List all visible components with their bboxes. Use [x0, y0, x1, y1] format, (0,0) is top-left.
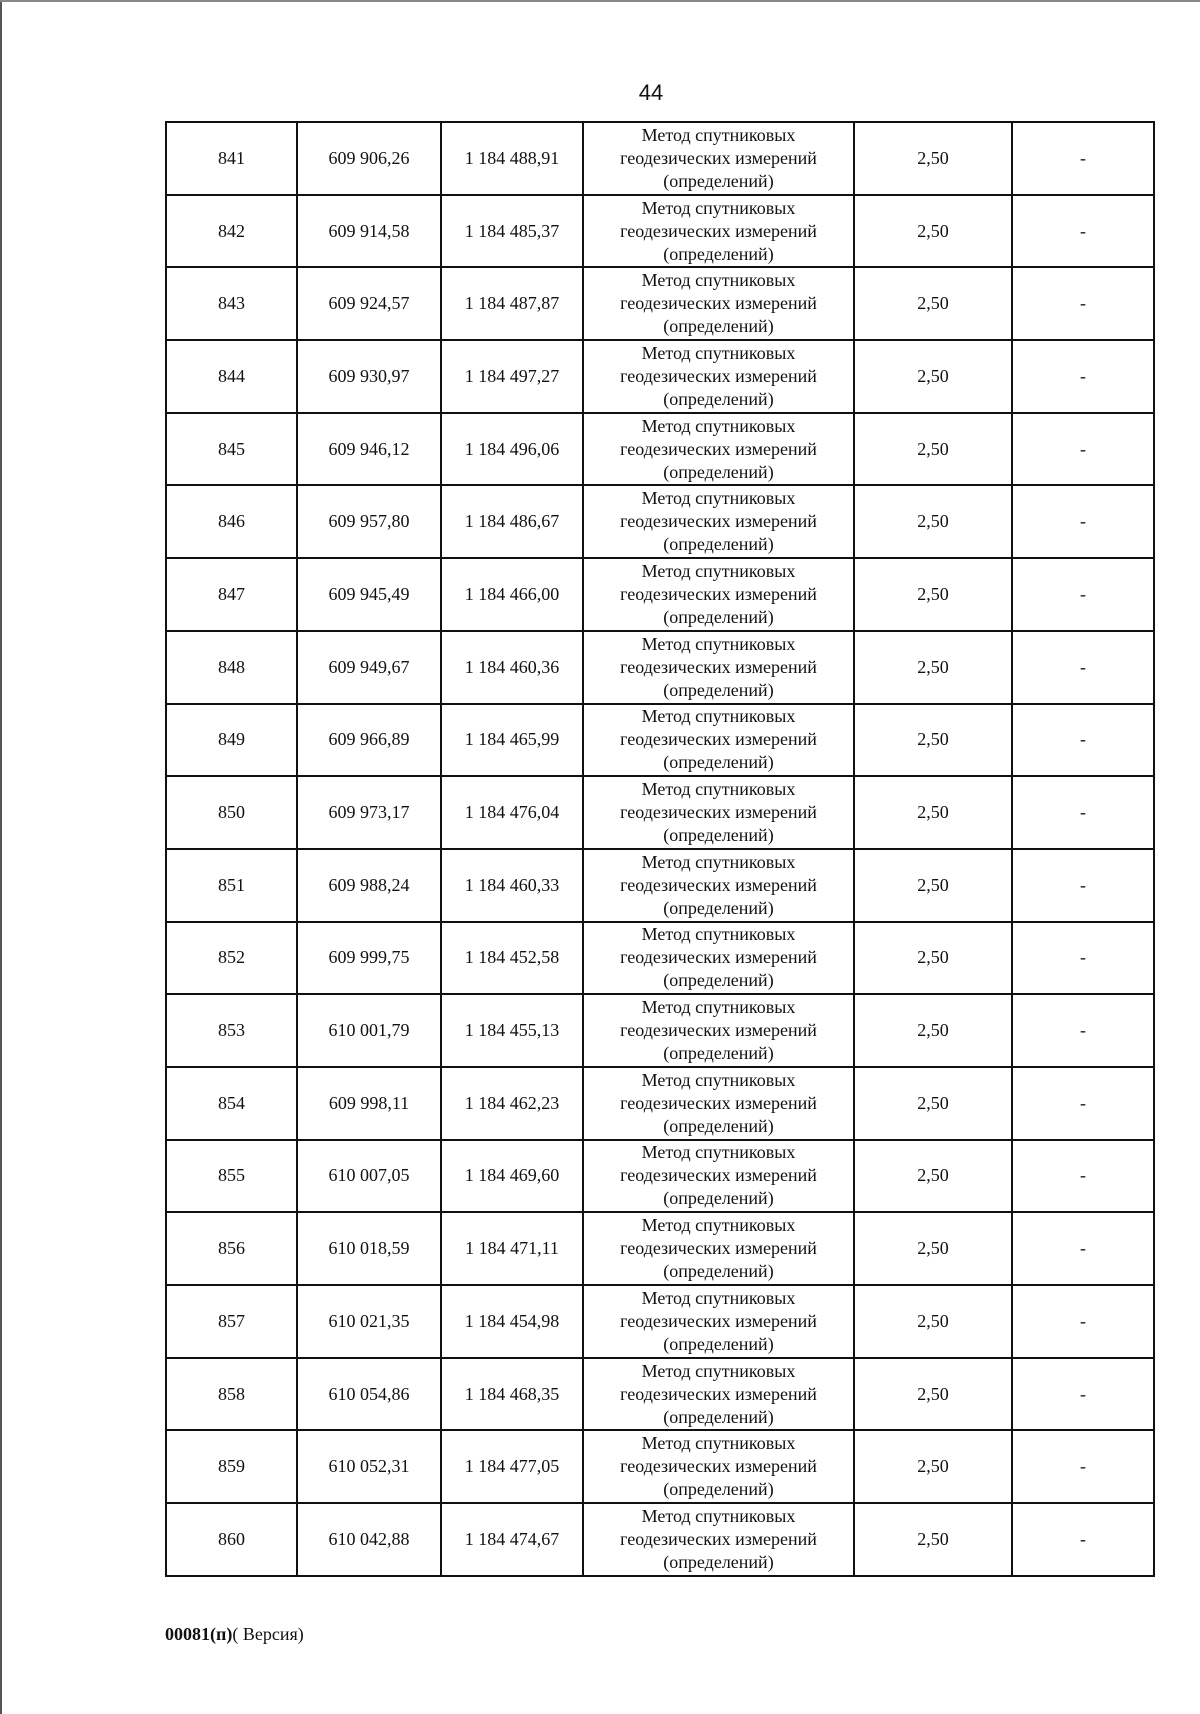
x-coordinate-cell: 609 949,67: [297, 631, 441, 704]
table-row: [166, 413, 1154, 486]
method-line: (определений): [663, 1188, 774, 1209]
y-coordinate-cell: 1 184 487,87: [441, 267, 583, 340]
accuracy-cell: 2,50: [854, 1503, 1012, 1576]
table-row: [166, 1358, 1154, 1431]
x-coordinate-cell: 610 018,59: [297, 1212, 441, 1285]
y-coordinate-cell: 1 184 486,67: [441, 485, 583, 558]
point-number-cell: 846: [166, 485, 297, 558]
method-line: (определений): [663, 1406, 774, 1427]
method-cell: [583, 413, 854, 486]
x-coordinate-cell: 609 999,75: [297, 922, 441, 995]
method-line: геодезических измерений: [620, 1456, 817, 1477]
y-coordinate-cell: 1 184 460,33: [441, 849, 583, 922]
footer-version: ( Версия): [232, 1624, 304, 1644]
table-row: [166, 1503, 1154, 1576]
accuracy-cell: 2,50: [854, 122, 1012, 195]
point-number-cell: 856: [166, 1212, 297, 1285]
y-coordinate-cell: 1 184 477,05: [441, 1430, 583, 1503]
method-line: Метод спутниковых: [641, 1069, 796, 1090]
method-line: Метод спутниковых: [641, 1360, 796, 1381]
method-line: (определений): [663, 1115, 774, 1136]
point-number-cell: 850: [166, 776, 297, 849]
method-line: Метод спутниковых: [641, 197, 796, 218]
method-line: Метод спутниковых: [641, 779, 796, 800]
method-cell: [583, 195, 854, 268]
method-line: геодезических измерений: [620, 293, 817, 314]
table-row: [166, 485, 1154, 558]
scan-left-edge: [0, 0, 2, 1714]
table-row: [166, 1285, 1154, 1358]
point-number-cell: 851: [166, 849, 297, 922]
page-number: 44: [638, 80, 664, 105]
y-coordinate-cell: 1 184 476,04: [441, 776, 583, 849]
method-cell: [583, 340, 854, 413]
description-cell: -: [1012, 195, 1154, 268]
method-cell: [583, 631, 854, 704]
table-row: [166, 631, 1154, 704]
y-coordinate-cell: 1 184 488,91: [441, 122, 583, 195]
method-line: геодезических измерений: [620, 438, 817, 459]
method-line: Метод спутниковых: [641, 851, 796, 872]
x-coordinate-cell: 610 001,79: [297, 994, 441, 1067]
y-coordinate-cell: 1 184 471,11: [441, 1212, 583, 1285]
description-cell: -: [1012, 1067, 1154, 1140]
coordinates-table-body: [166, 122, 1154, 1576]
y-coordinate-cell: 1 184 496,06: [441, 413, 583, 486]
method-line: Метод спутниковых: [641, 488, 796, 509]
description-cell: -: [1012, 1212, 1154, 1285]
accuracy-cell: 2,50: [854, 994, 1012, 1067]
accuracy-cell: 2,50: [854, 631, 1012, 704]
table-row: [166, 1140, 1154, 1213]
method-cell: [583, 1430, 854, 1503]
description-cell: -: [1012, 1140, 1154, 1213]
method-line: (определений): [663, 534, 774, 555]
point-number-cell: 845: [166, 413, 297, 486]
method-line: геодезических измерений: [620, 802, 817, 823]
method-line: геодезических измерений: [620, 947, 817, 968]
method-line: Метод спутниковых: [641, 1287, 796, 1308]
y-coordinate-cell: 1 184 497,27: [441, 340, 583, 413]
point-number-cell: 859: [166, 1430, 297, 1503]
method-cell: [583, 122, 854, 195]
method-line: Метод спутниковых: [641, 270, 796, 291]
description-cell: -: [1012, 922, 1154, 995]
method-line: Метод спутниковых: [641, 924, 796, 945]
method-line: геодезических измерений: [620, 656, 817, 677]
method-line: (определений): [663, 825, 774, 846]
method-cell: [583, 267, 854, 340]
method-cell: [583, 704, 854, 777]
method-line: геодезических измерений: [620, 583, 817, 604]
x-coordinate-cell: 610 007,05: [297, 1140, 441, 1213]
x-coordinate-cell: 609 966,89: [297, 704, 441, 777]
method-line: (определений): [663, 752, 774, 773]
scan-top-edge: [0, 0, 1200, 2]
method-line: Метод спутниковых: [641, 997, 796, 1018]
point-number-cell: 842: [166, 195, 297, 268]
point-number-cell: 860: [166, 1503, 297, 1576]
method-cell: [583, 1503, 854, 1576]
point-number-cell: 847: [166, 558, 297, 631]
method-line: Метод спутниковых: [641, 342, 796, 363]
point-number-cell: 848: [166, 631, 297, 704]
method-line: (определений): [663, 1043, 774, 1064]
description-cell: -: [1012, 558, 1154, 631]
method-line: (определений): [663, 461, 774, 482]
method-cell: [583, 1067, 854, 1140]
accuracy-cell: 2,50: [854, 1430, 1012, 1503]
description-cell: -: [1012, 122, 1154, 195]
method-line: геодезических измерений: [620, 729, 817, 750]
method-line: геодезических измерений: [620, 1165, 817, 1186]
point-number-cell: 852: [166, 922, 297, 995]
method-line: Метод спутниковых: [641, 1142, 796, 1163]
method-line: Метод спутниковых: [641, 1433, 796, 1454]
method-line: Метод спутниковых: [641, 1505, 796, 1526]
table-row: [166, 558, 1154, 631]
y-coordinate-cell: 1 184 468,35: [441, 1358, 583, 1431]
point-number-cell: 844: [166, 340, 297, 413]
point-number-cell: 853: [166, 994, 297, 1067]
method-line: геодезических измерений: [620, 1238, 817, 1259]
method-cell: [583, 1212, 854, 1285]
x-coordinate-cell: 610 042,88: [297, 1503, 441, 1576]
method-line: (определений): [663, 1261, 774, 1282]
table-row: [166, 1067, 1154, 1140]
description-cell: -: [1012, 994, 1154, 1067]
method-line: геодезических измерений: [620, 874, 817, 895]
description-cell: -: [1012, 413, 1154, 486]
method-line: (определений): [663, 388, 774, 409]
method-line: (определений): [663, 679, 774, 700]
footer-code: 00081(п): [165, 1624, 233, 1644]
point-number-cell: 857: [166, 1285, 297, 1358]
method-line: (определений): [663, 606, 774, 627]
x-coordinate-cell: 610 052,31: [297, 1430, 441, 1503]
table-row: [166, 922, 1154, 995]
y-coordinate-cell: 1 184 455,13: [441, 994, 583, 1067]
x-coordinate-cell: 609 906,26: [297, 122, 441, 195]
description-cell: -: [1012, 485, 1154, 558]
method-line: геодезических измерений: [620, 147, 817, 168]
x-coordinate-cell: 609 924,57: [297, 267, 441, 340]
x-coordinate-cell: 610 054,86: [297, 1358, 441, 1431]
table-row: [166, 267, 1154, 340]
method-line: Метод спутниковых: [641, 415, 796, 436]
description-cell: -: [1012, 776, 1154, 849]
description-cell: -: [1012, 1285, 1154, 1358]
method-cell: [583, 922, 854, 995]
accuracy-cell: 2,50: [854, 1140, 1012, 1213]
x-coordinate-cell: 609 973,17: [297, 776, 441, 849]
method-line: (определений): [663, 170, 774, 191]
y-coordinate-cell: 1 184 466,00: [441, 558, 583, 631]
method-line: Метод спутниковых: [641, 633, 796, 654]
description-cell: -: [1012, 849, 1154, 922]
method-line: Метод спутниковых: [641, 706, 796, 727]
table-row: [166, 340, 1154, 413]
method-cell: [583, 1358, 854, 1431]
method-cell: [583, 1140, 854, 1213]
method-line: геодезических измерений: [620, 1383, 817, 1404]
accuracy-cell: 2,50: [854, 704, 1012, 777]
method-line: Метод спутниковых: [641, 560, 796, 581]
method-line: геодезических измерений: [620, 220, 817, 241]
accuracy-cell: 2,50: [854, 922, 1012, 995]
point-number-cell: 849: [166, 704, 297, 777]
method-line: геодезических измерений: [620, 1020, 817, 1041]
point-number-cell: 855: [166, 1140, 297, 1213]
method-line: Метод спутниковых: [641, 124, 796, 145]
table-row: [166, 122, 1154, 195]
y-coordinate-cell: 1 184 474,67: [441, 1503, 583, 1576]
accuracy-cell: 2,50: [854, 1212, 1012, 1285]
method-line: геодезических измерений: [620, 1528, 817, 1549]
table-row: [166, 849, 1154, 922]
y-coordinate-cell: 1 184 465,99: [441, 704, 583, 777]
accuracy-cell: 2,50: [854, 1358, 1012, 1431]
accuracy-cell: 2,50: [854, 1285, 1012, 1358]
accuracy-cell: 2,50: [854, 1067, 1012, 1140]
x-coordinate-cell: 610 021,35: [297, 1285, 441, 1358]
y-coordinate-cell: 1 184 452,58: [441, 922, 583, 995]
method-cell: [583, 1285, 854, 1358]
table-row: [166, 1430, 1154, 1503]
method-line: (определений): [663, 1333, 774, 1354]
accuracy-cell: 2,50: [854, 340, 1012, 413]
method-cell: [583, 849, 854, 922]
method-line: геодезических измерений: [620, 1310, 817, 1331]
x-coordinate-cell: 609 930,97: [297, 340, 441, 413]
method-line: (определений): [663, 316, 774, 337]
description-cell: -: [1012, 704, 1154, 777]
method-line: (определений): [663, 1479, 774, 1500]
accuracy-cell: 2,50: [854, 776, 1012, 849]
table-row: [166, 776, 1154, 849]
method-line: Метод спутниковых: [641, 1215, 796, 1236]
x-coordinate-cell: 609 914,58: [297, 195, 441, 268]
point-number-cell: 858: [166, 1358, 297, 1431]
point-number-cell: 843: [166, 267, 297, 340]
accuracy-cell: 2,50: [854, 267, 1012, 340]
y-coordinate-cell: 1 184 469,60: [441, 1140, 583, 1213]
method-cell: [583, 776, 854, 849]
method-line: (определений): [663, 970, 774, 991]
table-row: [166, 994, 1154, 1067]
x-coordinate-cell: 609 988,24: [297, 849, 441, 922]
method-line: геодезических измерений: [620, 1092, 817, 1113]
method-cell: [583, 558, 854, 631]
x-coordinate-cell: 609 998,11: [297, 1067, 441, 1140]
method-cell: [583, 485, 854, 558]
accuracy-cell: 2,50: [854, 485, 1012, 558]
accuracy-cell: 2,50: [854, 195, 1012, 268]
accuracy-cell: 2,50: [854, 849, 1012, 922]
accuracy-cell: 2,50: [854, 413, 1012, 486]
x-coordinate-cell: 609 946,12: [297, 413, 441, 486]
y-coordinate-cell: 1 184 454,98: [441, 1285, 583, 1358]
accuracy-cell: 2,50: [854, 558, 1012, 631]
y-coordinate-cell: 1 184 460,36: [441, 631, 583, 704]
method-line: (определений): [663, 1551, 774, 1572]
method-line: геодезических измерений: [620, 511, 817, 532]
description-cell: -: [1012, 340, 1154, 413]
x-coordinate-cell: 609 945,49: [297, 558, 441, 631]
table-row: [166, 195, 1154, 268]
table-row: [166, 1212, 1154, 1285]
description-cell: -: [1012, 1358, 1154, 1431]
document-footer: [165, 1623, 304, 1645]
method-line: (определений): [663, 243, 774, 264]
method-line: (определений): [663, 897, 774, 918]
method-line: геодезических измерений: [620, 365, 817, 386]
description-cell: -: [1012, 1503, 1154, 1576]
y-coordinate-cell: 1 184 462,23: [441, 1067, 583, 1140]
description-cell: -: [1012, 267, 1154, 340]
y-coordinate-cell: 1 184 485,37: [441, 195, 583, 268]
x-coordinate-cell: 609 957,80: [297, 485, 441, 558]
method-cell: [583, 994, 854, 1067]
point-number-cell: 854: [166, 1067, 297, 1140]
coordinates-table: [165, 121, 1155, 1577]
description-cell: -: [1012, 1430, 1154, 1503]
description-cell: -: [1012, 631, 1154, 704]
point-number-cell: 841: [166, 122, 297, 195]
table-row: [166, 704, 1154, 777]
